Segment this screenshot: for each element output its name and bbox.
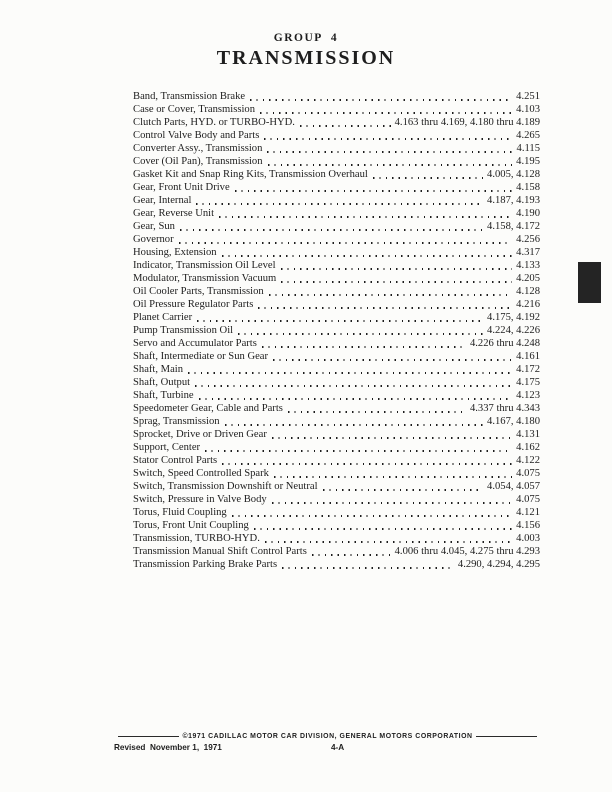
toc-entry-pages: 4.224, 4.226 — [487, 325, 540, 336]
dot-leader — [232, 515, 512, 516]
toc-entry-label: Shaft, Turbine — [133, 390, 194, 401]
toc-entry — [133, 467, 540, 480]
toc-entry — [133, 207, 540, 220]
toc-entry — [133, 454, 540, 467]
toc-entry-pages: 4.216 — [516, 299, 540, 310]
toc-entry-label: Transmission, TURBO-HYD. — [133, 533, 260, 544]
toc-entry — [133, 181, 540, 194]
toc-entry-label: Gear, Reverse Unit — [133, 208, 215, 219]
toc-entry-label: Support, Center — [133, 442, 201, 453]
toc-entry — [133, 506, 540, 519]
dot-leader — [222, 255, 513, 256]
dot-leader — [195, 385, 512, 386]
toc-list — [133, 90, 540, 571]
toc-entry-pages: 4.172 — [516, 364, 540, 375]
toc-entry-pages: 4.251 — [516, 91, 540, 102]
dot-leader — [323, 489, 484, 490]
dot-leader — [288, 411, 466, 412]
dot-leader — [205, 450, 512, 451]
toc-entry — [133, 233, 540, 246]
dot-leader — [267, 151, 512, 152]
toc-entry — [133, 259, 540, 272]
dot-leader — [188, 372, 512, 373]
toc-entry-label: Modulator, Transmission Vacuum — [133, 273, 277, 284]
toc-entry — [133, 415, 540, 428]
toc-entry-label: Planet Carrier — [133, 312, 193, 323]
toc-entry-pages: 4.006 thru 4.045, 4.275 thru 4.293 — [394, 546, 540, 557]
toc-entry-label: Sprocket, Drive or Driven Gear — [133, 429, 267, 440]
toc-entry-pages: 4.290, 4.294, 4.295 — [457, 559, 540, 570]
footer-rule-left — [118, 736, 179, 738]
toc-entry — [133, 155, 540, 168]
toc-entry-label: Housing, Extension — [133, 247, 217, 258]
dot-leader — [373, 177, 483, 178]
toc-entry-label: Shaft, Main — [133, 364, 184, 375]
toc-entry-label: Transmission Parking Brake Parts — [133, 559, 278, 570]
toc-entry-label: Pump Transmission Oil — [133, 325, 234, 336]
toc-entry-pages: 4.128 — [516, 286, 540, 297]
dot-leader — [260, 112, 512, 113]
toc-entry-pages: 4.265 — [516, 130, 540, 141]
toc-entry-label: Clutch Parts, HYD. or TURBO-HYD. — [133, 117, 295, 128]
dot-leader — [180, 229, 483, 230]
toc-entry-label: Oil Cooler Parts, Transmission — [133, 286, 264, 297]
toc-entry-label: Servo and Accumulator Parts — [133, 338, 257, 349]
toc-entry-pages: 4.163 thru 4.169, 4.180 thru 4.189 — [394, 117, 540, 128]
dot-leader — [254, 528, 512, 529]
toc-entry-label: Switch, Pressure in Valve Body — [133, 494, 267, 505]
dot-leader — [264, 138, 512, 139]
toc-entry-label: Switch, Transmission Downshift or Neutral — [133, 481, 318, 492]
toc-entry-label: Converter Assy., Transmission — [133, 143, 263, 154]
toc-entry-pages: 4.133 — [516, 260, 540, 271]
toc-entry-pages: 4.075 — [516, 468, 540, 479]
toc-entry-label: Gear, Internal — [133, 195, 192, 206]
dot-leader — [312, 554, 391, 555]
toc-entry-pages: 4.175, 4.192 — [487, 312, 540, 323]
toc-entry-label: Sprag, Transmission — [133, 416, 220, 427]
dot-leader — [225, 424, 483, 425]
toc-entry — [133, 129, 540, 142]
toc-entry-label: Torus, Fluid Coupling — [133, 507, 227, 518]
dot-leader — [269, 294, 512, 295]
toc-entry-label: Gear, Sun — [133, 221, 175, 232]
toc-entry-pages: 4.115 — [516, 143, 540, 154]
toc-entry-pages: 4.190 — [516, 208, 540, 219]
dot-leader — [235, 190, 512, 191]
toc-entry — [133, 350, 540, 363]
toc-entry-label: Case or Cover, Transmission — [133, 104, 255, 115]
footer-rule-right — [476, 736, 537, 738]
toc-entry-label: Shaft, Intermediate or Sun Gear — [133, 351, 269, 362]
toc-entry-pages: 4.195 — [516, 156, 540, 167]
page-header — [0, 0, 612, 70]
page-title: TRANSMISSION — [216, 47, 396, 69]
toc-entry-pages: 4.226 thru 4.248 — [469, 338, 540, 349]
toc-entry-pages: 4.103 — [516, 104, 540, 115]
dot-leader — [274, 476, 512, 477]
toc-entry — [133, 389, 540, 402]
toc-entry-pages: 4.122 — [516, 455, 540, 466]
toc-entry — [133, 532, 540, 545]
toc-entry — [133, 194, 540, 207]
toc-entry-label: Torus, Front Unit Coupling — [133, 520, 249, 531]
toc-entry-pages: 4.158, 4.172 — [487, 221, 540, 232]
toc-entry — [133, 116, 540, 129]
toc-entry — [133, 285, 540, 298]
dot-leader — [272, 437, 512, 438]
page-number: 4-A — [331, 743, 345, 752]
dot-leader — [250, 99, 512, 100]
copyright-line — [118, 733, 537, 740]
toc-entry-label: Indicator, Transmission Oil Level — [133, 260, 276, 271]
toc-entry-label: Band, Transmission Brake — [133, 91, 246, 102]
toc-entry-label: Cover (Oil Pan), Transmission — [133, 156, 263, 167]
toc-entry-label: Switch, Speed Controlled Spark — [133, 468, 269, 479]
toc-entry-label: Stator Control Parts — [133, 455, 218, 466]
toc-entry — [133, 363, 540, 376]
toc-entry — [133, 493, 540, 506]
toc-entry — [133, 103, 540, 116]
toc-entry — [133, 272, 540, 285]
toc-entry-pages: 4.005, 4.128 — [487, 169, 540, 180]
dot-leader — [281, 268, 513, 269]
dot-leader — [265, 541, 512, 542]
toc-entry — [133, 545, 540, 558]
toc-entry-pages: 4.054, 4.057 — [487, 481, 540, 492]
toc-entry — [133, 402, 540, 415]
toc-entry-label: Speedometer Gear, Cable and Parts — [133, 403, 283, 414]
toc-entry — [133, 376, 540, 389]
section-thumb-tab — [578, 262, 601, 303]
toc-entry-pages: 4.317 — [516, 247, 540, 258]
toc-entry-label: Transmission Manual Shift Control Parts — [133, 546, 307, 557]
dot-leader — [273, 359, 512, 360]
revision-date: Revised November 1, 1971 — [114, 743, 222, 752]
dot-leader — [199, 398, 513, 399]
toc-entry — [133, 168, 540, 181]
toc-entry-pages: 4.161 — [516, 351, 540, 362]
dot-leader — [268, 164, 513, 165]
toc-entry — [133, 428, 540, 441]
toc-entry — [133, 441, 540, 454]
toc-entry-label: Gasket Kit and Snap Ring Kits, Transmission Overhaul — [133, 169, 368, 180]
dot-leader — [281, 281, 512, 282]
toc-entry — [133, 324, 540, 337]
toc-entry-pages: 4.131 — [516, 429, 540, 440]
dot-leader — [282, 567, 454, 568]
toc-entry-label: Shaft, Output — [133, 377, 191, 388]
toc-entry — [133, 142, 540, 155]
toc-entry — [133, 519, 540, 532]
toc-entry-label: Governor — [133, 234, 174, 245]
copyright-text: ©1971 CADILLAC MOTOR CAR DIVISION, GENERAL MOTORS CORPORATION — [182, 733, 473, 740]
dot-leader — [258, 307, 512, 308]
toc-entry-pages: 4.256 — [516, 234, 540, 245]
toc-entry-pages: 4.123 — [516, 390, 540, 401]
dot-leader — [222, 463, 512, 464]
dot-leader — [197, 320, 483, 321]
toc-entry — [133, 298, 540, 311]
toc-entry-pages: 4.158 — [516, 182, 540, 193]
toc-entry — [133, 246, 540, 259]
toc-entry — [133, 311, 540, 324]
toc-entry-pages: 4.162 — [516, 442, 540, 453]
dot-leader — [219, 216, 512, 217]
dot-leader — [272, 502, 512, 503]
toc-entry — [133, 558, 540, 571]
toc-entry-pages: 4.175 — [516, 377, 540, 388]
toc-entry-label: Control Valve Body and Parts — [133, 130, 260, 141]
toc-entry — [133, 480, 540, 493]
dot-leader — [196, 203, 483, 204]
toc-entry-label: Gear, Front Unit Drive — [133, 182, 230, 193]
dot-leader — [179, 242, 513, 243]
toc-entry — [133, 220, 540, 233]
toc-entry — [133, 337, 540, 350]
toc-entry-label: Oil Pressure Regulator Parts — [133, 299, 254, 310]
toc-entry-pages: 4.167, 4.180 — [487, 416, 540, 427]
toc-entry-pages: 4.075 — [516, 494, 540, 505]
toc-entry-pages: 4.187, 4.193 — [487, 195, 540, 206]
dot-leader — [300, 125, 391, 126]
toc-entry-pages: 4.156 — [516, 520, 540, 531]
toc-entry-pages: 4.337 thru 4.343 — [469, 403, 540, 414]
toc-entry-pages: 4.205 — [516, 273, 540, 284]
dot-leader — [262, 346, 466, 347]
dot-leader — [238, 333, 483, 334]
toc-entry-pages: 4.003 — [516, 533, 540, 544]
group-label: GROUP 4 — [273, 32, 339, 44]
toc-entry-pages: 4.121 — [516, 507, 540, 518]
toc-entry — [133, 90, 540, 103]
